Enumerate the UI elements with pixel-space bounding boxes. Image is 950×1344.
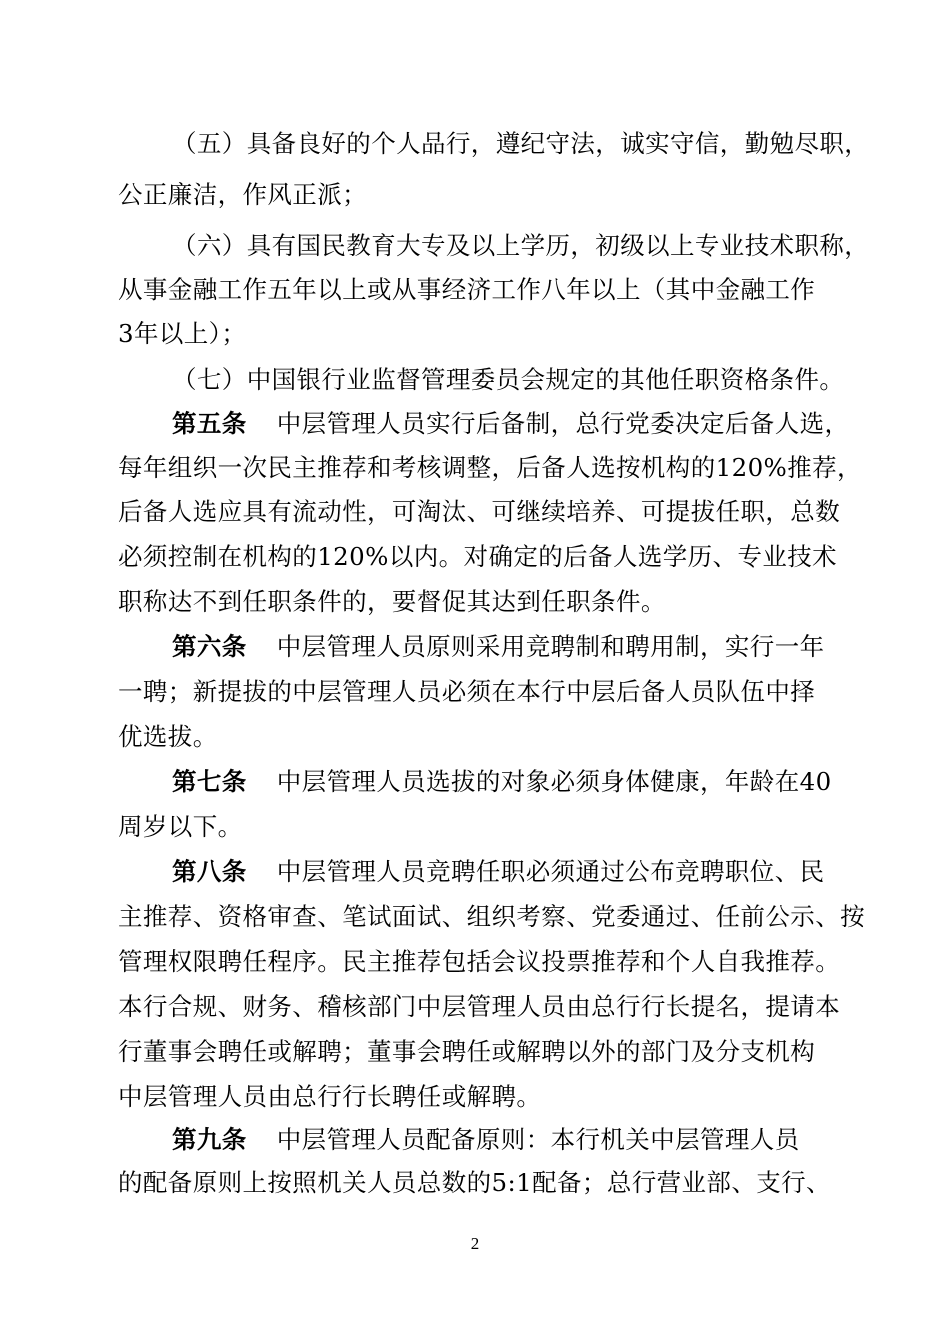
clause-6-line-2: 从事金融工作五年以上或从事经济工作八年以上（其中金融工作 (118, 275, 816, 304)
article-8-line-6: 中层管理人员由总行行长聘任或解聘。 (118, 1082, 542, 1111)
clause-5-line-1: （五）具备良好的个人品行，遵纪守法，诚实守信，勤勉尽职， (172, 129, 870, 158)
article-5-line-3: 后备人选应具有流动性，可淘汰、可继续培养、可提拔任职，总数 (118, 497, 841, 526)
article-5-line-1 (172, 404, 849, 444)
article-5-line-5: 职称达不到任职条件的，要督促其达到任职条件。 (118, 587, 666, 616)
article-7-heading: 第七条 (172, 767, 247, 796)
article-8-line-5: 行董事会聘任或解聘；董事会聘任或解聘以外的部门及分支机构 (118, 1037, 816, 1066)
article-8-line-1 (172, 852, 825, 892)
article-8-line-3: 管理权限聘任程序。民主推荐包括会议投票推荐和个人自我推荐。 (118, 947, 841, 976)
article-5-text: 中层管理人员实行后备制，总行党委决定后备人选， (276, 409, 850, 438)
article-7-line-1 (172, 762, 832, 802)
article-8-line-2: 主推荐、资格审查、笔试面试、组织考察、党委通过、任前公示、按 (118, 902, 865, 931)
article-6-heading: 第六条 (172, 632, 247, 661)
article-8-line-4: 本行合规、财务、稽核部门中层管理人员由总行行长提名，提请本 (118, 992, 841, 1021)
article-9-line-2: 的配备原则上按照机关人员总数的5:1配备；总行营业部、支行、 (118, 1168, 831, 1197)
article-7-line-2: 周岁以下。 (118, 812, 243, 841)
page-number: 2 (470, 1234, 480, 1253)
article-6-line-2: 一聘；新提拔的中层管理人员必须在本行中层后备人员队伍中择 (118, 677, 816, 706)
clause-5-line-2: 公正廉洁，作风正派； (118, 180, 367, 209)
article-6-line-1 (172, 627, 825, 667)
article-9-heading: 第九条 (172, 1125, 247, 1154)
article-6-text: 中层管理人员原则采用竞聘制和聘用制，实行一年 (276, 632, 825, 661)
article-5-heading: 第五条 (172, 409, 247, 438)
article-5-line-4: 必须控制在机构的120%以内。对确定的后备人选学历、专业技术 (118, 542, 838, 571)
article-6-line-3: 优选拔。 (118, 722, 218, 751)
clause-7-line-1: （七）中国银行业监督管理委员会规定的其他任职资格条件。 (172, 365, 845, 394)
article-8-text: 中层管理人员竞聘任职必须通过公布竞聘职位、民 (276, 857, 825, 886)
article-7-text: 中层管理人员选拔的对象必须身体健康，年龄在40 (276, 767, 832, 796)
article-8-heading: 第八条 (172, 857, 247, 886)
clause-6-line-3: 3年以上）； (118, 319, 247, 348)
article-9-text: 中层管理人员配备原则：本行机关中层管理人员 (276, 1125, 800, 1154)
article-5-line-2: 每年组织一次民主推荐和考核调整，后备人选按机构的120%推荐， (118, 453, 862, 482)
clause-6-line-1: （六）具有国民教育大专及以上学历，初级以上专业技术职称， (172, 231, 870, 260)
article-9-line-1 (172, 1120, 800, 1160)
